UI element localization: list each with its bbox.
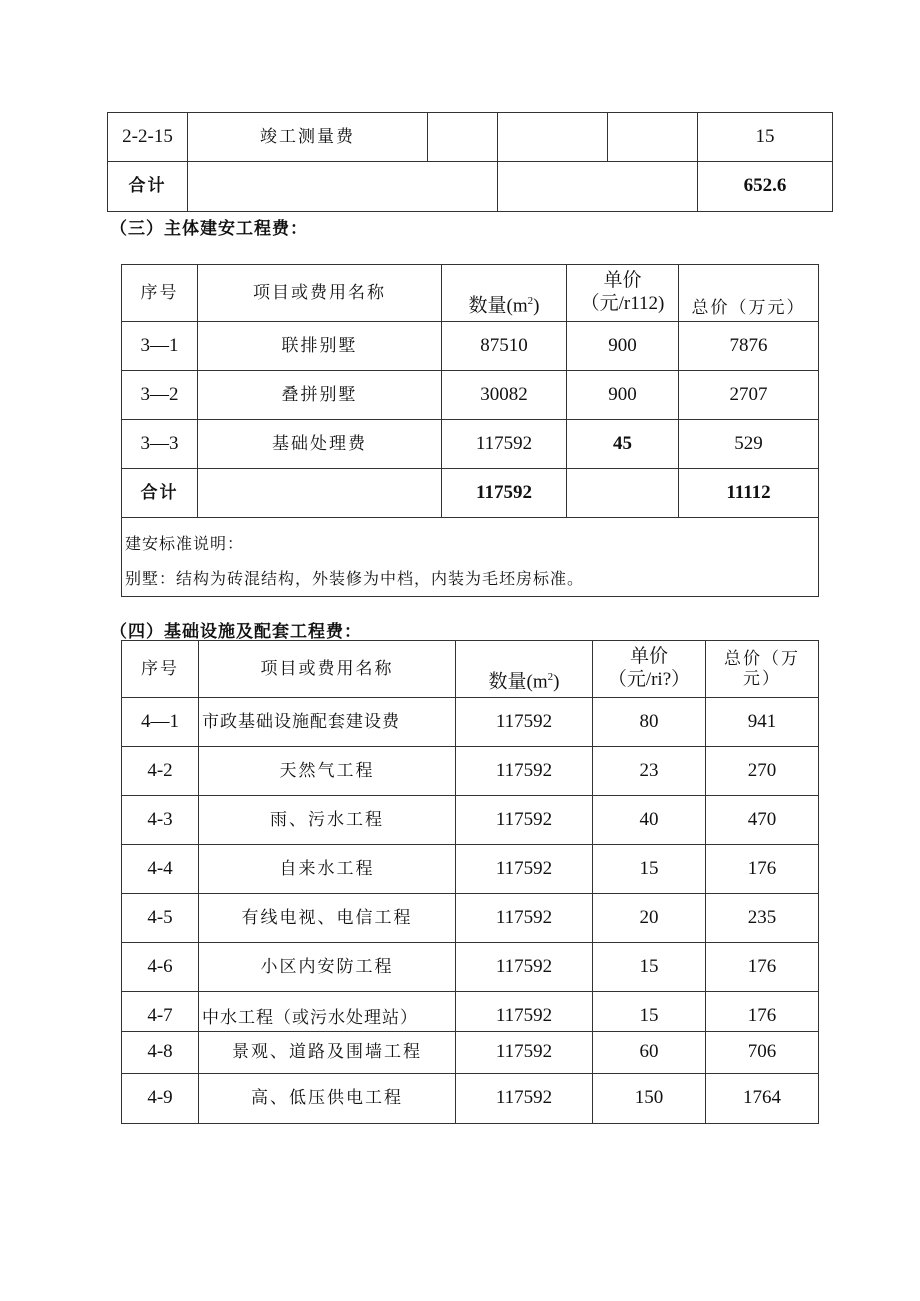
- unit-price: 60: [593, 1032, 706, 1074]
- row-number: 4-4: [122, 845, 199, 894]
- header-total: 总价（万元）: [706, 641, 819, 698]
- section-3-heading: （三）主体建安工程费：: [110, 219, 308, 239]
- row-number: 4-9: [122, 1074, 199, 1124]
- total-row: [108, 162, 833, 212]
- total-price: 706: [706, 1032, 819, 1074]
- item-name: 高、低压供电工程: [199, 1074, 456, 1124]
- header-total: 总价（万元）: [679, 265, 819, 322]
- table-row: [122, 747, 819, 796]
- item-name: 小区内安防工程: [199, 943, 456, 992]
- table-prior-section: [107, 112, 833, 212]
- total-price: 15: [698, 113, 833, 162]
- row-number: 4-5: [122, 894, 199, 943]
- total-price: 176: [706, 845, 819, 894]
- table-row: [108, 113, 833, 162]
- total-price: 1764: [706, 1074, 819, 1124]
- total-price: 470: [706, 796, 819, 845]
- header-no: 序号: [122, 641, 199, 698]
- row-number: 3—3: [122, 420, 198, 469]
- item-name: 市政基础设施配套建设费: [199, 698, 456, 747]
- row-number: 4—1: [122, 698, 199, 747]
- quantity: 87510: [442, 322, 567, 371]
- header-qty: 数量$(m^2)$: [456, 641, 593, 698]
- note-title: 建安标准说明：: [125, 534, 245, 553]
- item-name: 有线电视、电信工程: [199, 894, 456, 943]
- unit-price: 40: [593, 796, 706, 845]
- header-qty: 数量$(m^2)$: [442, 265, 567, 322]
- table-section-4: [121, 640, 819, 1124]
- total-quantity: 117592: [442, 469, 567, 518]
- table-row: [122, 943, 819, 992]
- header-price: 单价（元/ri?）: [593, 641, 706, 698]
- quantity: 117592: [456, 796, 593, 845]
- unit-price: 900: [567, 322, 679, 371]
- header-name: 项目或费用名称: [198, 265, 442, 322]
- total-price: 7876: [679, 322, 819, 371]
- table-row: [122, 322, 819, 371]
- total-price: 2707: [679, 371, 819, 420]
- construction-standard-note: [122, 518, 819, 597]
- row-number: 3—2: [122, 371, 198, 420]
- header-name: 项目或费用名称: [199, 641, 456, 698]
- table-row: [122, 371, 819, 420]
- note-text: 别墅：结构为砖混结构，外装修为中档，内装为毛坯房标准。: [125, 569, 585, 589]
- row-number: 4-7: [122, 992, 199, 1032]
- unit-price: 900: [567, 371, 679, 420]
- table-row: [122, 1074, 819, 1124]
- row-number: 3—1: [122, 322, 198, 371]
- item-name: 中水工程（或污水处理站）: [199, 992, 456, 1032]
- quantity: 117592: [456, 894, 593, 943]
- row-number: 4-6: [122, 943, 199, 992]
- unit-price: 80: [593, 698, 706, 747]
- header-no: 序号: [122, 265, 198, 322]
- item-name: 自来水工程: [199, 845, 456, 894]
- item-name: 竣工测量费: [188, 113, 428, 162]
- total-price: 176: [706, 992, 819, 1032]
- item-name: 景观、道路及围墙工程: [199, 1032, 456, 1074]
- table-header-row: [122, 265, 819, 322]
- quantity: 117592: [456, 992, 593, 1032]
- total-label: 合计: [108, 162, 188, 212]
- unit-price: 150: [593, 1074, 706, 1124]
- grand-total: 652.6: [698, 162, 833, 212]
- grand-total: 11112: [679, 469, 819, 518]
- quantity: 117592: [456, 845, 593, 894]
- table-row: [122, 796, 819, 845]
- section-4-heading: （四）基础设施及配套工程费：: [110, 622, 362, 642]
- unit-price: 15: [593, 845, 706, 894]
- table-row: [122, 845, 819, 894]
- header-price: 单价（元/r112): [567, 265, 679, 322]
- total-price: 176: [706, 943, 819, 992]
- quantity: 117592: [456, 698, 593, 747]
- row-number: 4-2: [122, 747, 199, 796]
- unit-price: 15: [593, 943, 706, 992]
- quantity: 117592: [456, 1074, 593, 1124]
- quantity: 30082: [442, 371, 567, 420]
- table-row: [122, 1032, 819, 1074]
- unit-price: 45: [567, 420, 679, 469]
- unit-price: 20: [593, 894, 706, 943]
- quantity: 117592: [456, 1032, 593, 1074]
- unit-price: 23: [593, 747, 706, 796]
- table-row: [122, 698, 819, 747]
- table-section-3: [121, 264, 819, 597]
- quantity: 117592: [442, 420, 567, 469]
- item-name: 基础处理费: [198, 420, 442, 469]
- table-row: [122, 992, 819, 1032]
- item-name: 天然气工程: [199, 747, 456, 796]
- row-number: 4-3: [122, 796, 199, 845]
- total-label: 合计: [122, 469, 198, 518]
- total-price: 941: [706, 698, 819, 747]
- quantity: 117592: [456, 747, 593, 796]
- row-number: 4-8: [122, 1032, 199, 1074]
- row-number: 2-2-15: [108, 113, 188, 162]
- note-row: [122, 518, 819, 597]
- total-price: 235: [706, 894, 819, 943]
- total-price: 270: [706, 747, 819, 796]
- table-header-row: [122, 641, 819, 698]
- item-name: 叠拼别墅: [198, 371, 442, 420]
- table-row: [122, 894, 819, 943]
- total-row: [122, 469, 819, 518]
- total-price: 529: [679, 420, 819, 469]
- table-row: [122, 420, 819, 469]
- item-name: 雨、污水工程: [199, 796, 456, 845]
- unit-price: 15: [593, 992, 706, 1032]
- quantity: 117592: [456, 943, 593, 992]
- item-name: 联排别墅: [198, 322, 442, 371]
